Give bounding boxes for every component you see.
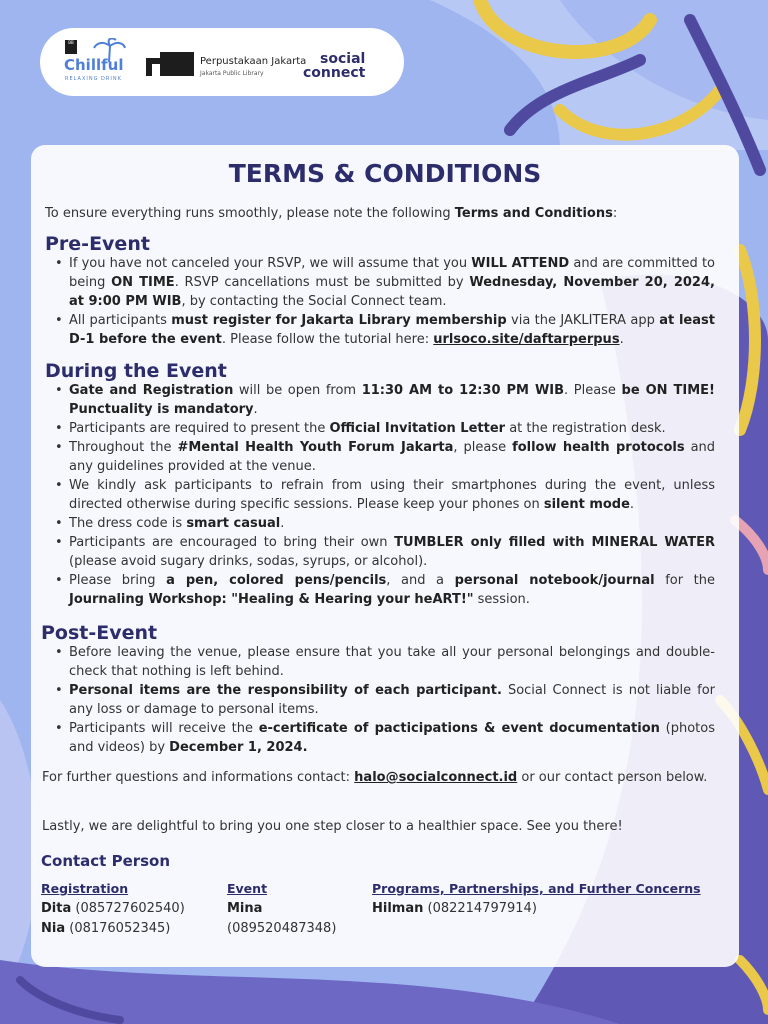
library-logo-icon <box>146 52 194 76</box>
list-item: • Please bring a pen, colored pens/pencils, and a personal notebook/journal for the Journaling Workshop: "Healing & Hearing your heART!" session. <box>45 571 715 609</box>
social-connect-word-1: social <box>320 51 366 67</box>
terms-card <box>31 145 739 967</box>
intro-end: : <box>612 206 618 221</box>
post-event-heading: Post-Event <box>41 622 158 644</box>
social-connect-word-2: connect <box>303 65 366 81</box>
list-item: • Personal items are the responsibility of each participant. Social Connect is not liable for any loss or damage to personal items. <box>45 681 715 719</box>
event-heading: Event <box>227 881 268 896</box>
chillful-logo: Chillful <box>64 56 124 74</box>
list-item: • Before leaving the venue, please ensure that you take all your personal belongings and double-check that nothing is left behind. <box>45 643 715 681</box>
contact-event <box>227 879 336 939</box>
page-title: TERMS & CONDITIONS <box>228 159 542 188</box>
contact-entry: Hilman (082214797914) <box>372 901 537 916</box>
list-item: • Gate and Registration will be open from 11:30 AM to 12:30 PM WIB. Please be ON TIME! Punctuality is mandatory. <box>45 381 715 419</box>
intro-text <box>45 206 617 221</box>
tutorial-link[interactable]: urlsoco.site/daftarperpus <box>433 332 620 347</box>
library-logo-subtitle: Jakarta Public Library <box>200 70 264 77</box>
contact-info-text: For further questions and informations contact: halo@socialconnect.id or our contact person below. <box>42 770 708 785</box>
pre-event-list <box>45 254 715 349</box>
contact-entry: Nia (08176052345) <box>41 921 171 936</box>
contact-programs <box>372 879 701 919</box>
list-item: • Participants are required to present the Official Invitation Letter at the registration desk. <box>45 419 715 438</box>
pre-event-heading: Pre-Event <box>45 233 150 255</box>
sponsor-logo-bar <box>40 28 404 96</box>
social-connect-logo <box>303 52 365 80</box>
library-logo-title: Perpustakaan Jakarta <box>200 56 307 67</box>
contact-entry: Dita (085727602540) <box>41 901 185 916</box>
closing-text: Lastly, we are delightful to bring you one step closer to a healthier space. See you there! <box>42 819 623 834</box>
contact-registration <box>41 879 185 939</box>
contact-person-heading: Contact Person <box>41 852 171 870</box>
intro-body: To ensure everything runs smoothly, please note the following <box>45 206 455 221</box>
contact-entry: Mina <box>227 901 263 916</box>
list-item: • Throughout the #Mental Health Youth Forum Jakarta, please follow health protocols and any guidelines provided at the venue. <box>45 438 715 476</box>
list-item: • We kindly ask participants to refrain from using their smartphones during the event, unless directed otherwise during specific sessions. Please keep your phones on silent mode. <box>45 476 715 514</box>
during-event-list <box>45 381 715 609</box>
list-item: • Participants will receive the e-certificate of pacticipations & event documentation (photos and videos) by December 1, 2024. <box>45 719 715 757</box>
post-event-list <box>45 643 715 757</box>
list-item: • If you have not canceled your RSVP, we will assume that you WILL ATTEND and are committed to being ON TIME. RSVP cancellations must be submitted by Wednesday, November 20, 2024, at 9:00 PM WIB, by contacting the Social Connect team. <box>45 254 715 311</box>
contact-phone: (089520487348) <box>227 921 337 936</box>
list-item: • Participants are encouraged to bring their own TUMBLER only filled with MINERAL WATER (please avoid sugary drinks, sodas, syrups, or alcohol). <box>45 533 715 571</box>
chillful-tagline: RELAXING DRINK <box>65 76 122 82</box>
programs-heading: Programs, Partnerships, and Further Concerns <box>372 881 701 896</box>
during-event-heading: During the Event <box>45 360 227 382</box>
list-item: • The dress code is smart casual. <box>45 514 715 533</box>
email-link[interactable]: halo@socialconnect.id <box>354 770 518 785</box>
registration-heading: Registration <box>41 881 129 896</box>
intro-bold: Terms and Conditions <box>454 206 613 221</box>
list-item: • All participants must register for Jakarta Library membership via the JAKLITERA app at least D-1 before the event. Please follow the tutorial here: urlsoco.site/daftarperpus. <box>45 311 715 349</box>
chillful-mark-icon: BB <box>65 40 77 54</box>
